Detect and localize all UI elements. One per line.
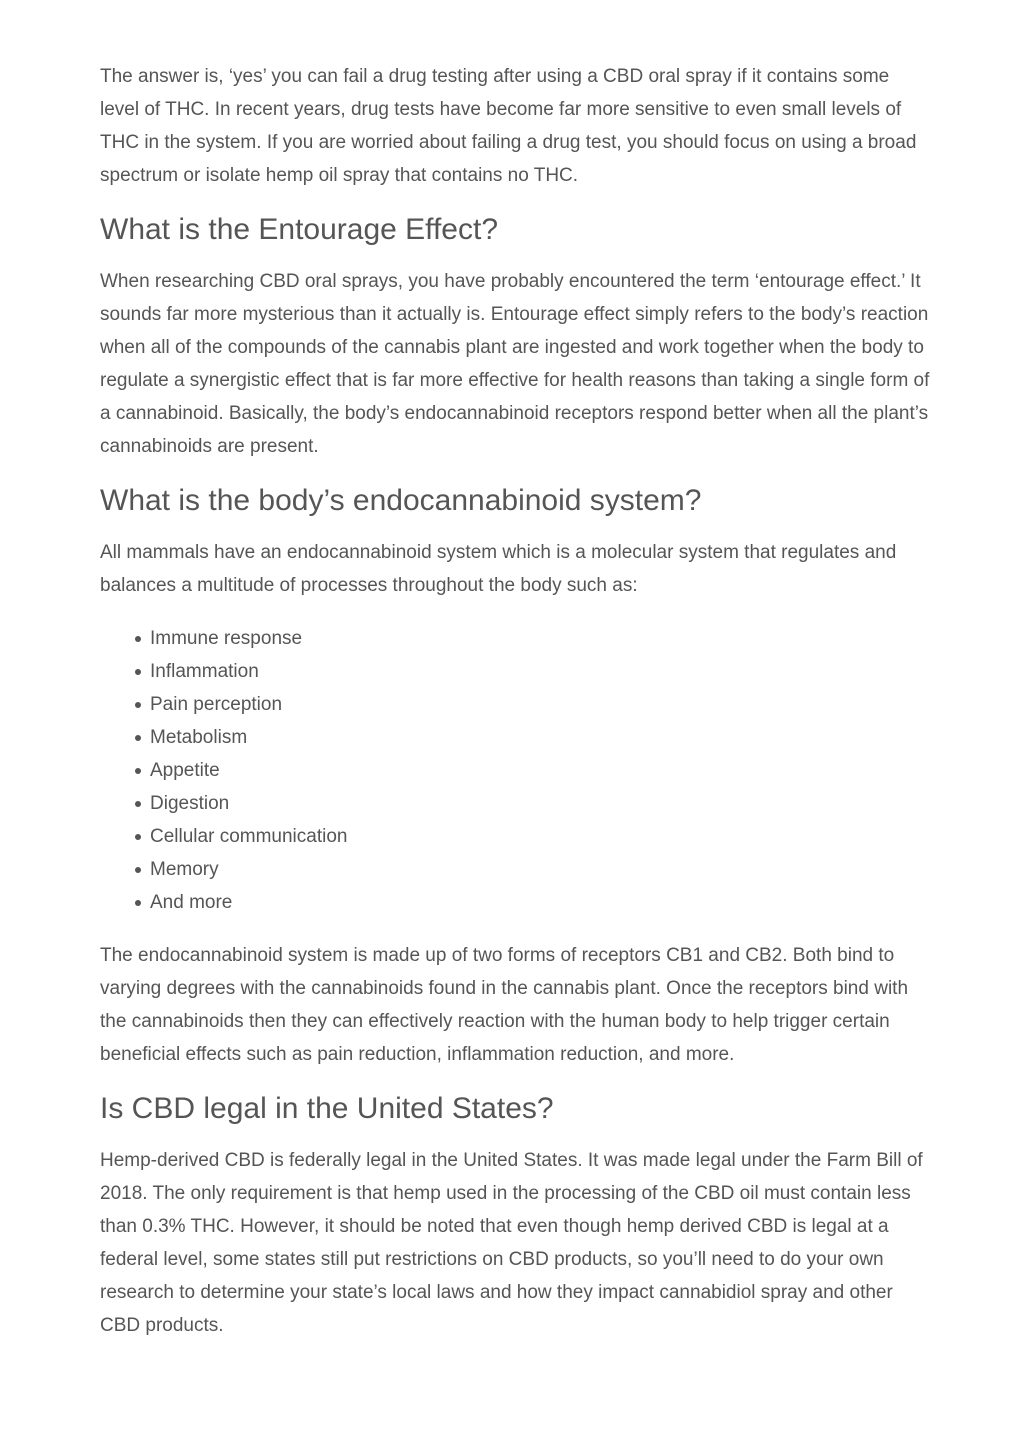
paragraph-endocannabinoid-intro: All mammals have an endocannabinoid system which is a molecular system that regulates and balances a multitude of processes throughout the body such as: — [100, 542, 897, 596]
list-item — [150, 622, 930, 655]
heading-cbd-legal: Is CBD legal in the United States? — [100, 1092, 554, 1125]
paragraph-cbd-legal: Hemp-derived CBD is federally legal in the United States. It was made legal under the Farm Bill of 2018. The only requirement is that hemp used in the processing of the CBD oil must contain less than 0.3% THC. However, it should be noted that even though hemp derived CBD is legal at a federal level, some states still put restrictions on CBD products, so you’ll need to do your own research to determine your state’s local laws and how they impact cannabidiol spray and other CBD products. — [100, 1150, 923, 1336]
list-item-label: Memory — [150, 859, 219, 880]
paragraph-entourage-effect: When researching CBD oral sprays, you have probably encountered the term ‘entourage effect.’ It sounds far more mysterious than it actually is. Entourage effect simply refers to the body’s reaction when all of the compounds of the cannabis plant are ingested and work together when the body to regulate a synergistic effect that is far more effective for health reasons than taking a single form of a cannabinoid. Basically, the body’s endocannabinoid receptors respond better when all the plant’s cannabinoids are present. — [100, 271, 930, 457]
list-item-label: Digestion — [150, 793, 230, 814]
bullet-icon — [135, 834, 141, 840]
heading-endocannabinoid-system: What is the body’s endocannabinoid system? — [100, 484, 702, 517]
list-item-label: Appetite — [150, 760, 220, 781]
document-page — [100, 60, 930, 1342]
list-item — [150, 886, 930, 919]
bullet-icon — [135, 900, 141, 906]
list-item — [150, 853, 930, 886]
list-item-label: Immune response — [150, 628, 303, 649]
list-item-label: And more — [150, 892, 233, 913]
list-item — [150, 721, 930, 754]
list-item — [150, 820, 930, 853]
list-item-label: Cellular communication — [150, 826, 348, 847]
bullet-icon — [135, 669, 141, 675]
bullet-icon — [135, 801, 141, 807]
list-item — [150, 787, 930, 820]
intro-paragraph: The answer is, ‘yes’ you can fail a drug testing after using a CBD oral spray if it contains some level of THC. In recent years, drug tests have become far more sensitive to even small levels of THC in the system. If you are worried about failing a drug test, you should focus on using a broad spectrum or isolate hemp oil spray that contains no THC. — [100, 66, 917, 186]
list-item — [150, 655, 930, 688]
list-item-label: Inflammation — [150, 661, 259, 682]
list-item-label: Pain perception — [150, 694, 283, 715]
bullet-icon — [135, 867, 141, 873]
list-item — [150, 688, 930, 721]
processes-list — [100, 622, 930, 919]
bullet-icon — [135, 702, 141, 708]
bullet-icon — [135, 768, 141, 774]
list-item — [150, 754, 930, 787]
list-item-label: Metabolism — [150, 727, 248, 748]
paragraph-receptors: The endocannabinoid system is made up of two forms of receptors CB1 and CB2. Both bind to varying degrees with the cannabinoids found in the cannabis plant. Once the receptors bind with the cannabinoids then they can effectively reaction with the human body to help trigger certain beneficial effects such as pain reduction, inflammation reduction, and more. — [100, 945, 909, 1065]
bullet-icon — [135, 636, 141, 642]
heading-entourage-effect: What is the Entourage Effect? — [100, 213, 499, 246]
bullet-icon — [135, 735, 141, 741]
